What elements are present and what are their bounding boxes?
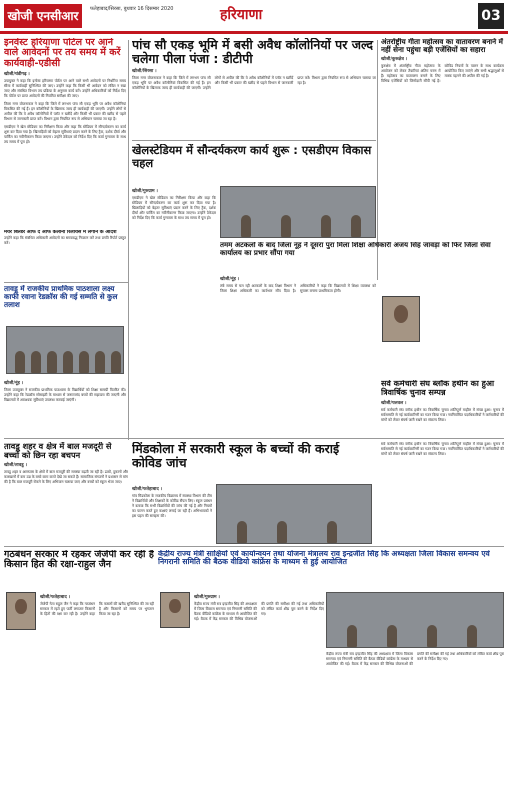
row-rule <box>4 546 504 547</box>
article-sub <box>4 230 126 280</box>
leader-portrait <box>6 592 36 630</box>
page-number: 03 <box>478 3 504 29</box>
headline: सर्व कर्मचारी संघ ब्लॉक हथीन का हुआ त्रिवार्षिक चुनाव सम्पन्न <box>381 380 495 397</box>
meeting-photo <box>326 592 504 648</box>
article-body: उपायुक्त ने कहा कि इन्वेस्ट हरियाणा पोर्टल पर आने वाले सभी आवेदनों पर निर्धारित समय सीमा में कार्यवाही सुनिश्चित की जाए। उन्होंने कहा कि किसी भी आवेदन को लंबित न रखा जाए और संबंधित विभाग तय प्रक्रिया के अनुसार कार्य करें। उन्होंने अधिकारियों को निर्देश दिए कि पोर्टल पर प्राप्त आवेदनों की नियमित समीक्षा की जाए। <box>4 79 126 99</box>
article-body: एसडीएम ने खेल स्टेडियम का निरीक्षण किया और कहा कि स्टेडियम में सौन्दर्यकरण का कार्य शुरू कर दिया गया है। खिलाड़ियों को बेहतर सुविधाएं प्रदान करने के लिए ट्रैक, दर्शक दीर्घा और पार्किंग का नवीनीकरण किया जाएगा। उन्होंने ठेकेदार को निर्देश दिए कि कार्य गुणवत्ता के साथ तय समय में पूरा हो। <box>4 125 126 145</box>
article-karamchari-sangh <box>381 380 504 436</box>
article-body: सर्व कर्मचारी संघ ब्लॉक हथीन का त्रिवार्षिक चुनाव शांतिपूर्ण माहौल में संपन्न हुआ। चुनाव में सर्वसम्मति से नई कार्यकारिणी का गठन किया गया। नवनिर्वाचित पदाधिकारियों ने कर्मचारियों की मांगों को लेकर संघर्ष जारी रखने का संकल्प लिया। <box>381 407 504 422</box>
article-covid-body <box>132 484 212 544</box>
row-rule <box>4 282 128 283</box>
officer-portrait <box>382 296 420 342</box>
article-education-body <box>220 274 376 434</box>
article-jjp-body <box>40 592 154 792</box>
headline: इनवेस्ट हरियाणा पोर्टल पर आने वाले आवेदनों पर तय समय में करें कार्यवाही-एडीसी <box>4 38 121 69</box>
headline: पांच सौ एकड़ भूमि में बसी अवैध कॉलोनियों पर जल्द चलेगा पीला पंजा : डीटीपी <box>132 38 374 66</box>
headline: तावडू में राजकीय प्राथमिक पाठशाला लक्ष्य काफी रवाना रेडक्रॉस की गई सम्मति से कुल तलाश <box>4 285 118 309</box>
article-invest-haryana <box>4 38 126 228</box>
byline: खोजी/गुरुग्राम । <box>194 595 220 600</box>
byline: खोजी/चंडीगढ़ । <box>4 72 30 78</box>
minister-portrait <box>160 592 190 628</box>
headline: खेलस्टेडियम में सौन्दर्यकरण कार्य शुरू : एसडीएम विकास चहल <box>132 144 372 170</box>
article-child-labour <box>4 442 128 544</box>
article-body: जिला नगर योजनाकार ने कहा कि जिले में लगभग पांच सौ एकड़ भूमि पर अवैध कॉलोनियां विकसित की गई हैं। इन कॉलोनियों के खिलाफ जल्द ही कार्यवाही की जाएगी। उन्होंने लोगों से अपील की कि वे अवैध कॉलोनियों में प्लॉट न खरीदें और किसी भी प्रकार की खरीद से पहले विभाग से जानकारी प्राप्त करें। विभाग द्वारा नियमित रूप से अभियान चलाया जा रहा है। <box>4 102 126 122</box>
byline: खोजी/पलवल । <box>381 400 407 406</box>
article-stadium <box>132 144 376 184</box>
article-body: जिला नगर योजनाकार ने कहा कि जिले में लगभग पांच सौ एकड़ भूमि पर अवैध कॉलोनियां विकसित की गई हैं। इन कॉलोनियों के खिलाफ जल्द ही कार्यवाही की जाएगी। उन्होंने लोगों से अपील की कि वे अवैध कॉलोनियों में प्लॉट न खरीदें और किसी भी प्रकार की खरीद से पहले विभाग से जानकारी प्राप्त करें। विभाग द्वारा नियमित रूप से अभियान चलाया जा रहा है। <box>132 75 376 90</box>
article-rao-more <box>326 652 504 796</box>
article-tawadu-school <box>4 285 126 325</box>
article-body: जिला उपायुक्त ने राजकीय प्राथमिक पाठशाला के विद्यार्थियों को शिक्षा सामग्री वितरित की। उन्होंने कहा कि रेडक्रॉस सोसाइटी के माध्यम से जरूरतमंद बच्चों की सहायता की जाएगी और विद्यालयों में आवश्यक सुविधाएं उपलब्ध करवाई जाएंगी। <box>4 388 126 402</box>
article-education-officer <box>220 242 504 272</box>
headline: मिंडकोला में सरकारी स्कूल के बच्चों की कराई कोविड जांच <box>132 442 340 470</box>
article-body: केंद्रीय राज्य मंत्री राव इन्द्रजीत सिंह की अध्यक्षता में जिला विकास समन्वय एवं निगरानी समिति की बैठक वीडियो कांफ्रेंस के माध्यम से आयोजित की गई। बैठक में केंद्र सरकार की विभिन्न योजनाओं की प्रगति की समीक्षा की गई तथा अधिकारियों को लंबित कार्य शीघ्र पूरा करने के निर्देश दिए गए। <box>194 602 324 621</box>
article-rao-body <box>194 592 324 792</box>
byline: खोजी/कुरुक्षेत्र । <box>381 56 408 62</box>
article-body: गांव मिंडकोला के राजकीय विद्यालय में स्वास्थ्य विभाग की टीम ने विद्यार्थियों और शिक्षकों के कोविड सैंपल लिए। स्कूल प्रबंधन ने बताया कि सभी विद्यार्थियों की जांच की गई है और नियमों का पालन करते हुए कक्षाएं लगाई जा रही हैं। अभिभावकों ने इस पहल की सराहना की। <box>132 494 212 518</box>
headline: तावडू शहर व क्षेत्र में बाल मजदूरी से बच्चों को छिन रहा बचपन <box>4 442 112 461</box>
article-body: एसडीएम ने खेल स्टेडियम का निरीक्षण किया और कहा कि स्टेडियम में सौन्दर्यकरण का कार्य शुरू कर दिया गया है। खिलाड़ियों को बेहतर सुविधाएं प्रदान करने के लिए ट्रैक, दर्शक दीर्घा और पार्किंग का नवीनीकरण किया जाएगा। उन्होंने ठेकेदार को निर्देश दिए कि कार्य गुणवत्ता के साथ तय समय में पूरा हो। <box>132 196 216 220</box>
row-rule <box>4 438 504 439</box>
dateline: फतेहाबाद/सिरसा, बुधवार 16 दिसम्बर 2020 <box>90 6 174 12</box>
article-rao-inderjit <box>158 550 504 590</box>
article-covid-test <box>132 442 372 482</box>
headline: तमम अटकलों के बाद जिला नूंह ने दूसरा पुरा मिला शिक्षा अधिकारी अजय सिंह जावड़ा को फिर जिला सेवा कार्यालय का प्रभार सौंपा गया <box>220 242 491 257</box>
section-title: हरियाणा <box>220 7 263 23</box>
article-tawadu-body <box>4 378 126 436</box>
article-body: कुरुक्षेत्र में अंतर्राष्ट्रीय गीता महोत्सव के आयोजन को लेकर तैयारियां अंतिम चरण में हैं। महोत्सव का वातावरण बनाने के लिए विभिन्न एजेंसियों को जिम्मेदारी सौंपी गई है। कोविड नियमों के पालन के साथ कार्यक्रम आयोजित किए जाएंगे और सभी श्रद्धालुओं से मास्क पहनने की अपील की गई है। <box>381 63 504 83</box>
headline: गठबंधन सरकार में रहकर जेजेपी कर रही है किसान हित की रक्षा-राहुल जैन <box>4 550 154 571</box>
byline: खोजी/नूंह । <box>220 277 240 282</box>
article-body: तावडू शहर व आसपास के क्षेत्रों में बाल मजदूरी की समस्या बढ़ती जा रही है। ढाबों, दुकानों और कारखानों में कम उम्र के बच्चे काम करते देखे जा सकते हैं। सामाजिक संगठनों ने प्रशासन से मांग की है कि बाल मजदूरी रोकने के लिए अभियान चलाया जाए और बच्चों को स्कूल भेजा जाए। <box>4 470 128 485</box>
row-rule <box>132 140 376 141</box>
headline: अंतर्राष्ट्रीय गीता महोत्सव का वातावरण बनाने में नहीं सेना पहुंचा बड़ी एजेंसियों का सहारा <box>381 38 503 54</box>
article-stadium-body <box>132 186 216 436</box>
byline: खोजी/गुरुग्राम । <box>132 189 158 194</box>
byline: खोजी/फतेहाबाद । <box>132 487 162 492</box>
byline: खोजी/नूंह । <box>4 381 24 386</box>
stadium-photo <box>220 186 376 238</box>
newspaper-logo: खोजी एनसीआर <box>4 4 82 28</box>
article-illegal-colonies <box>132 38 376 138</box>
article-body: उन्होंने कहा कि संबंधित अधिकारी आवेदनों का समयबद्ध निपटान करें तथा प्रगति रिपोर्ट प्रस्तुत करें। <box>4 235 126 245</box>
byline: खोजी/फतेहाबाद । <box>40 595 70 600</box>
byline: खोजी/तावडू । <box>4 463 27 469</box>
masthead <box>0 0 508 34</box>
article-body: लंबे समय से चल रही अटकलों के बाद शिक्षा विभाग ने जिला शिक्षा अधिकारी का कार्यभार सौंप दिया है। अधिकारियों ने कहा कि विद्यालयों में शिक्षा व्यवस्था को सुचारू बनाना प्राथमिकता होगी। <box>220 284 376 293</box>
article-body: जेजेपी नेता राहुल जैन ने कहा कि गठबंधन सरकार में रहते हुए पार्टी लगातार किसानों के हितों की रक्षा कर रही है। उन्होंने कहा कि फसलों की खरीद सुनिश्चित की जा रही है और किसानों को समय पर भुगतान किया जा रहा है। <box>40 602 154 616</box>
news-photo <box>6 326 124 374</box>
column-rule <box>128 40 129 440</box>
subheadline: मेयर बिल्डर ऑफ द आफ कलोनी रिलायंस में लगाने के आदेश <box>4 230 117 235</box>
article-body: सर्व कर्मचारी संघ ब्लॉक हथीन का त्रिवार्षिक चुनाव शांतिपूर्ण माहौल में संपन्न हुआ। चुनाव में सर्वसम्मति से नई कार्यकारिणी का गठन किया गया। नवनिर्वाचित पदाधिकारियों ने कर्मचारियों की मांगों को लेकर संघर्ष जारी रखने का संकल्प लिया। <box>381 442 504 456</box>
byline: खोजी/सिरसा । <box>132 68 157 74</box>
headline: केंद्रीय राज्य मंत्री साक्षियों एवं कार्यान्वयन तथा योजना मंत्रालय राव इन्द्रजीत सिंह कि अध्यक्षता जिला विकास समन्वय एवं निगरानी समिति की बैठक वीडियो कांफ्रेंस के माध्यम से हुई आयोजित <box>158 550 490 567</box>
article-karamchari-more <box>381 442 504 544</box>
covid-photo <box>216 484 372 544</box>
article-body: केंद्रीय राज्य मंत्री राव इन्द्रजीत सिंह की अध्यक्षता में जिला विकास समन्वय एवं निगरानी समिति की बैठक वीडियो कांफ्रेंस के माध्यम से आयोजित की गई। बैठक में केंद्र सरकार की विभिन्न योजनाओं की प्रगति की समीक्षा की गई तथा अधिकारियों को लंबित कार्य शीघ्र पूरा करने के निर्देश दिए गए। <box>326 652 504 666</box>
article-jjp <box>4 550 154 590</box>
